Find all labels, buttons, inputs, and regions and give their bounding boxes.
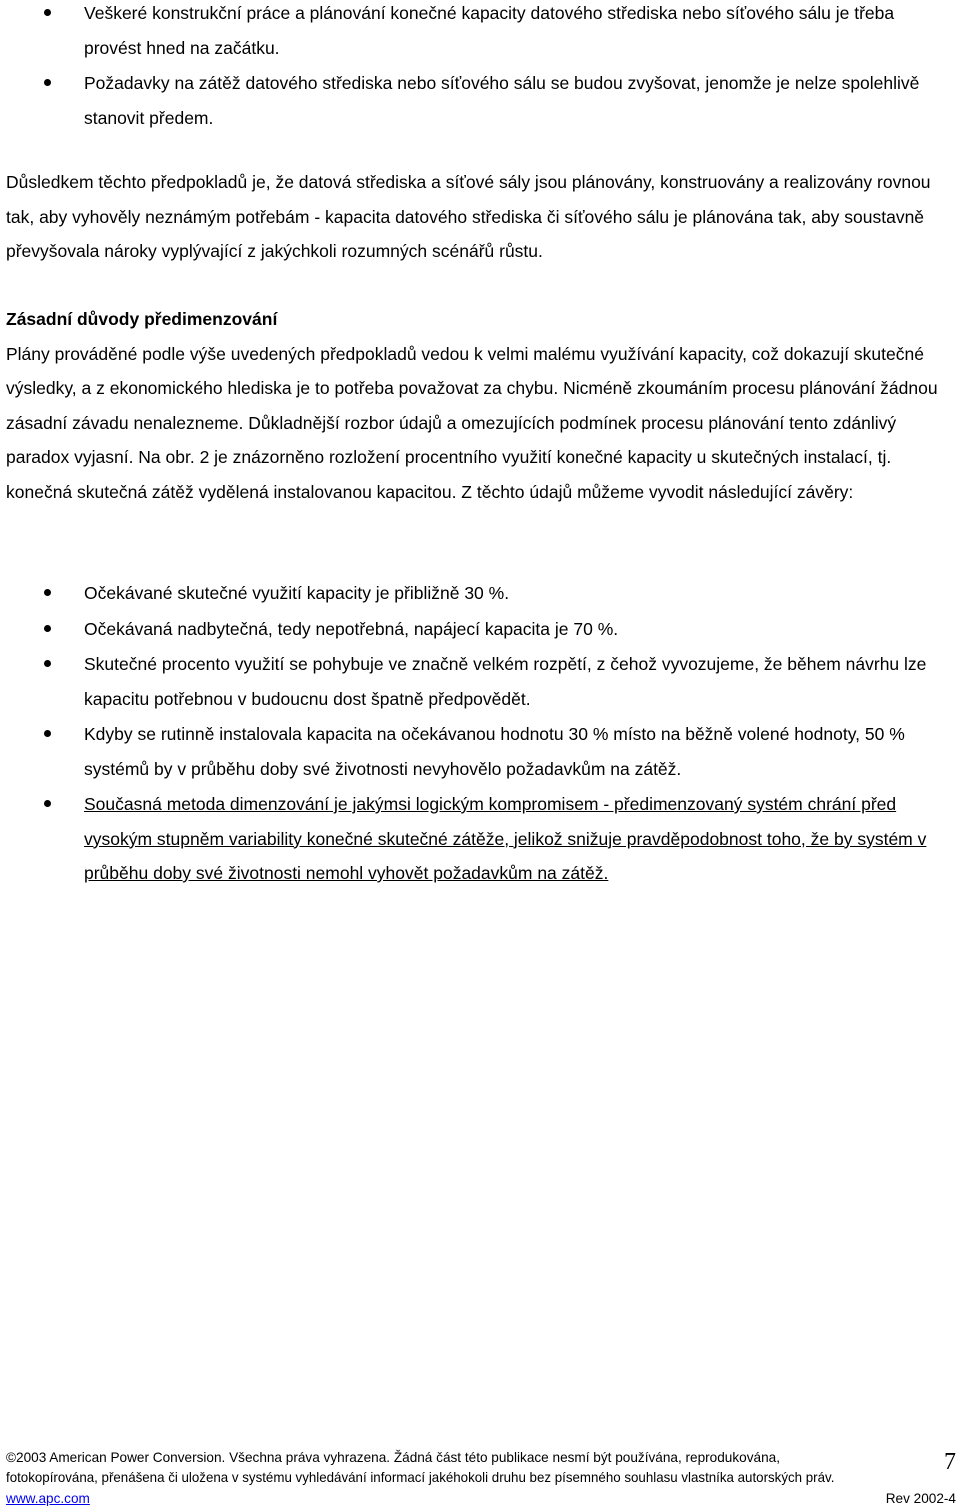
- list-item-underlined: Současná metoda dimenzování je jakýmsi logickým kompromisem - předimenzovaný systém chrání před vysokým stupněm variability konečné skutečné zátěže, jelikož snižuje pravděpodobnost toho, že by systém v průběhu doby své životnosti nemohl vyhovět požadavkům na zátěž.: [0, 787, 960, 891]
- list-item: Kdyby se rutinně instalovala kapacita na očekávanou hodnotu 30 % místo na běžně volené hodnoty, 50 % systémů by v průběhu doby své životnosti nevyhovělo požadavkům na zátěž.: [0, 717, 960, 786]
- list-item: Veškeré konstrukční práce a plánování konečné kapacity datového střediska nebo síťového sálu je třeba provést hned na začátku.: [0, 0, 960, 66]
- conclusions-list: [0, 576, 960, 891]
- list-item: Očekávaná nadbytečná, tedy nepotřebná, napájecí kapacita je 70 %.: [0, 612, 960, 647]
- list-item: Očekávané skutečné využití kapacity je přibližně 30 %.: [0, 576, 960, 611]
- section-heading: Zásadní důvody předimenzování: [6, 309, 278, 329]
- page-number: 7: [944, 1449, 956, 1475]
- list-item: Požadavky na zátěž datového střediska nebo síťového sálu se budou zvyšovat, jenomže je nelze spolehlivě stanovit předem.: [0, 66, 960, 136]
- list-item: Skutečné procento využití se pohybuje ve značně velkém rozpětí, z čehož vyvozujeme, že během návrhu lze kapacitu potřebnou v budoucnu dost špatně předpovědět.: [0, 647, 960, 716]
- paragraph: Důsledkem těchto předpokladů je, že datová střediska a síťové sály jsou plánovány, konstruovány a realizovány rovnou tak, aby vyhověly neznámým potřebám - kapacita datového střediska či síťového sálu je plánována tak, aby soustavně převyšovala nároky vyplývající z jakýchkoli rozumných scénářů růstu.: [6, 172, 931, 261]
- revision-label: Rev 2002-4: [885, 1491, 956, 1506]
- website-link[interactable]: www.apc.com: [6, 1491, 90, 1506]
- top-bullet-list: [0, 0, 960, 136]
- page-footer: [0, 1446, 960, 1512]
- paragraph: Plány prováděné podle výše uvedených předpokladů vedou k velmi malému využívání kapacity, což dokazují skutečné výsledky, a z ekonomického hlediska je to potřeba považovat za chybu. Nicméně zkoumáním procesu plánování žádnou zásadní závadu nenalezneme. Důkladnější rozbor údajů a omezujících podmínek procesu plánování tento zdánlivý paradox vyjasní. Na obr. 2 je znázorněno rozložení procentního využití konečné kapacity u skutečných instalací, tj. konečná skutečná zátěž vydělená instalovanou kapacitou. Z těchto údajů můžeme vyvodit následující závěry:: [6, 344, 938, 502]
- copyright-line: ©2003 American Power Conversion. Všechna práva vyhrazena. Žádná část této publikace nesmí být používána, reprodukována,: [6, 1450, 780, 1465]
- copyright-line: fotokopírována, přenášena či uložena v systému vyhledávání informací jakéhokoli druhu bez písemného souhlasu vlastníka autorských práv.: [6, 1470, 835, 1485]
